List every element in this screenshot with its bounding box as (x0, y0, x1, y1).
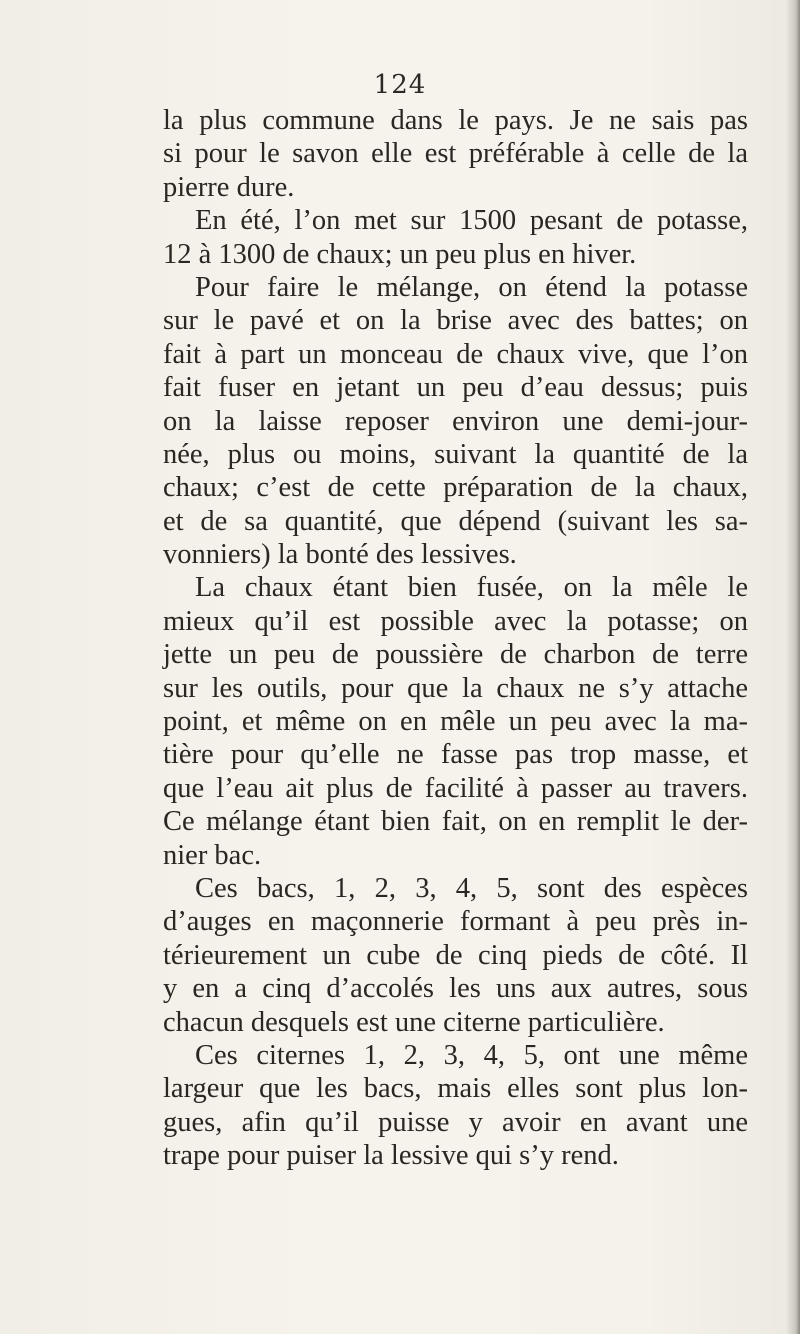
text-line: d’auges en maçonnerie formant à peu près in- (163, 906, 748, 938)
text-line: on la laisse reposer environ une demi-jour- (163, 405, 748, 437)
text-line: née, plus ou moins, suivant la quantité de la (163, 438, 748, 470)
text-line: Ce mélange étant bien fait, on en remplit le der- (163, 806, 748, 838)
text-line: La chaux étant bien fusée, on la mêle le (195, 572, 748, 604)
text-line: jette un peu de poussière de charbon de terre (163, 639, 748, 671)
text-line: gues, afin qu’il puisse y avoir en avant une (163, 1106, 748, 1138)
paragraph (163, 872, 748, 1039)
text-line: 12 à 1300 de chaux; un peu plus en hiver. (163, 238, 637, 270)
text-line: Ces citernes 1, 2, 3, 4, 5, ont une même (195, 1039, 748, 1071)
page-number: 124 (373, 70, 427, 100)
text-line: point, et même on en mêle un peu avec la ma- (163, 706, 748, 738)
text-line: sur le pavé et on la brise avec des battes; on (163, 305, 748, 337)
text-line: largeur que les bacs, mais elles sont plus lon- (163, 1073, 748, 1105)
text-line: que l’eau ait plus de facilité à passer au travers. (163, 772, 748, 804)
text-line: pierre dure. (163, 171, 295, 203)
paragraph (163, 1039, 748, 1173)
text-line: vonniers) la bonté des lessives. (163, 539, 517, 571)
body-text (163, 104, 748, 1173)
text-line: nier bac. (163, 839, 262, 871)
text-line: la plus commune dans le pays. Je ne sais pas (163, 105, 748, 136)
text-line: térieurement un cube de cinq pieds de côté. Il (163, 939, 748, 971)
text-line: si pour le savon elle est préférable à celle de la (163, 138, 748, 170)
text-line: Ces bacs, 1, 2, 3, 4, 5, sont des espèces (195, 872, 748, 904)
text-line: tière pour qu’elle ne fasse pas trop masse, et (163, 739, 748, 771)
text-line: chaux; c’est de cette préparation de la chaux, (163, 472, 748, 504)
paragraph (163, 104, 748, 204)
paragraph (163, 271, 748, 572)
text-line: y en a cinq d’accolés les uns aux autres, sous (163, 973, 748, 1005)
paragraph (163, 204, 748, 271)
text-line: fait fuser en jetant un peu d’eau dessus; puis (163, 372, 748, 404)
text-line: et de sa quantité, que dépend (suivant les sa- (163, 505, 748, 537)
text-line: sur les outils, pour que la chaux ne s’y attache (163, 672, 748, 704)
text-line: trape pour puiser la lessive qui s’y rend. (163, 1140, 619, 1172)
text-line: mieux qu’il est possible avec la potasse; on (163, 605, 748, 637)
page-edge-shadow (786, 0, 800, 1334)
text-line: fait à part un monceau de chaux vive, que l’on (163, 338, 748, 370)
text-line: chacun desquels est une citerne particulière. (163, 1006, 665, 1038)
text-line: En été, l’on met sur 1500 pesant de potasse, (195, 205, 748, 237)
text-line: Pour faire le mélange, on étend la potasse (195, 271, 748, 303)
paragraph (163, 571, 748, 872)
